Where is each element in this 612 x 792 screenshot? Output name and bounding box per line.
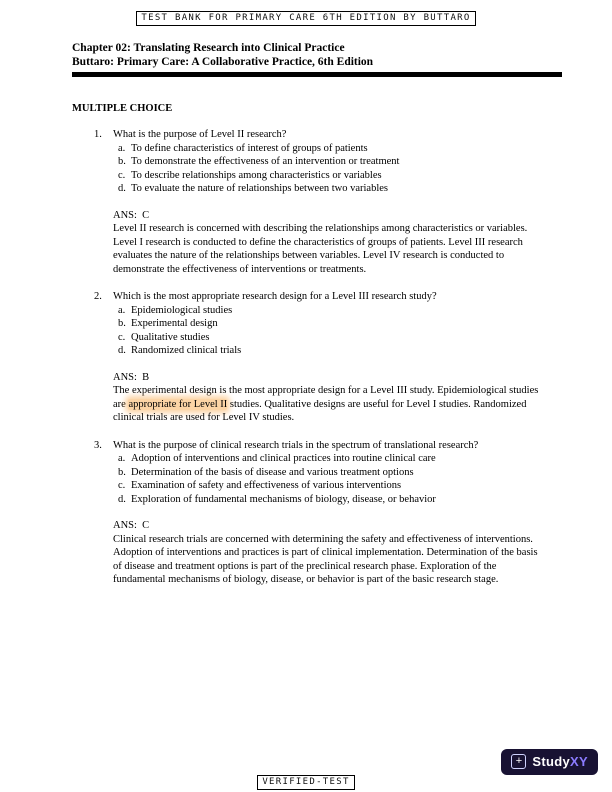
header-banner-row: [0, 0, 612, 26]
answer-line: ANS: C: [113, 520, 150, 531]
choice-text: To demonstrate the effectiveness of an intervention or treatment: [131, 156, 400, 167]
choice-letter: d.: [118, 493, 126, 505]
choice-letter: c.: [118, 331, 126, 343]
choice-text: Determination of the basis of disease and various treatment options: [131, 466, 414, 478]
choice-text: Exploration of fundamental mechanisms of biology, disease, or behavior: [131, 493, 436, 505]
choice-text: Epidemiological studies: [131, 304, 233, 316]
chapter-title: Chapter 02: Translating Research into Clinical Practice: [72, 42, 345, 54]
question-number: 2.: [94, 291, 102, 302]
choice-letter: a.: [118, 142, 126, 154]
badge-text-primary: Study: [532, 754, 571, 769]
choice-list: [72, 304, 562, 358]
badge-wordmark: [532, 754, 588, 769]
badge-text-accent: XY: [570, 754, 588, 769]
question-stem-row: [72, 290, 562, 304]
answer-rationale: Clinical research trials are concerned with determining the safety and effectiveness of interventions. Adoption of interventions and practices is part of clinical implementation. Determination of the basis of disease and treatment options is part of the preclinical research phase. Exploration of the fundamental mechanisms of biology, disease, or behavior is part of the basic research stage.: [113, 533, 538, 585]
choice-a: [118, 304, 562, 318]
choice-text: To evaluate the nature of relationships between two variables: [131, 183, 389, 194]
choice-letter: a.: [118, 304, 126, 316]
question-stem-row: [72, 128, 562, 142]
page-content: [72, 41, 562, 587]
choice-a: [118, 142, 562, 156]
choice-text: To describe relationships among characteristics or variables: [131, 169, 382, 181]
rationale-text: studies. Qualitative designs are useful for Level I studies. Randomized clinical trials are used for Level IV studies.: [113, 398, 527, 423]
choice-text: Examination of safety and effectiveness of various interventions: [131, 480, 402, 491]
choice-b: [118, 155, 562, 169]
answer-rationale: Level II research is concerned with describing the relationships among characteristics or variables. Level I research is conducted to define the characteristics of groups of patients. Level III research evaluates the nature of the relationships between variables. Level IV research is conducted to demonstrate the effectiveness of interventions or treatments.: [113, 223, 528, 275]
question-block-3: [72, 439, 562, 587]
question-block-1: [72, 128, 562, 276]
question-number: 3.: [94, 439, 102, 451]
rationale-text: The experimental design is the most appropriate design for a Level III study. Epidemiological studies are: [113, 385, 539, 410]
choice-letter: a.: [118, 453, 126, 464]
question-stem-row: [72, 439, 562, 453]
choice-text: Qualitative studies: [131, 331, 210, 343]
choice-c: [118, 331, 562, 345]
choice-d: [118, 344, 562, 358]
choice-b: [118, 317, 562, 331]
choice-text: Experimental design: [131, 318, 218, 329]
question-number: 1.: [94, 129, 102, 140]
choice-c: [118, 479, 562, 493]
book-title: Buttaro: Primary Care: A Collaborative Practice, 6th Edition: [72, 56, 374, 68]
header-banner: TEST BANK FOR PRIMARY CARE 6TH EDITION BY BUTTARO: [136, 11, 475, 26]
choice-text: Randomized clinical trials: [131, 345, 242, 356]
footer-banner-row: [0, 771, 612, 790]
choice-letter: b.: [118, 156, 126, 167]
answer-rationale: [113, 384, 546, 425]
question-stem: What is the purpose of clinical research trials in the spectrum of translational research?: [113, 439, 479, 451]
question-block-2: [72, 290, 562, 425]
choice-list: [72, 452, 562, 506]
plus-icon: +: [511, 754, 526, 769]
choice-letter: b.: [118, 466, 126, 478]
choice-letter: d.: [118, 183, 126, 194]
choice-letter: d.: [118, 345, 126, 356]
watermark-highlight: appropriate for Level II: [128, 398, 228, 410]
choice-letter: c.: [118, 480, 126, 491]
choice-d: [118, 493, 562, 507]
choice-text: To define characteristics of interest of groups of patients: [131, 142, 368, 154]
question-stem: What is the purpose of Level II research?: [113, 129, 287, 140]
section-heading: MULTIPLE CHOICE: [72, 103, 173, 114]
title-divider: [72, 72, 562, 77]
choice-b: [118, 466, 562, 480]
choice-c: [118, 169, 562, 183]
answer-line: ANS: B: [113, 371, 150, 383]
choice-a: [118, 452, 562, 466]
question-stem: Which is the most appropriate research design for a Level III research study?: [113, 291, 437, 302]
choice-letter: c.: [118, 169, 126, 181]
choice-d: [118, 182, 562, 196]
choice-list: [72, 142, 562, 196]
choice-letter: b.: [118, 318, 126, 329]
choice-text: Adoption of interventions and clinical practices into routine clinical care: [131, 453, 436, 464]
answer-line: ANS: C: [113, 209, 150, 221]
footer-banner: VERIFIED-TEST: [257, 775, 354, 790]
